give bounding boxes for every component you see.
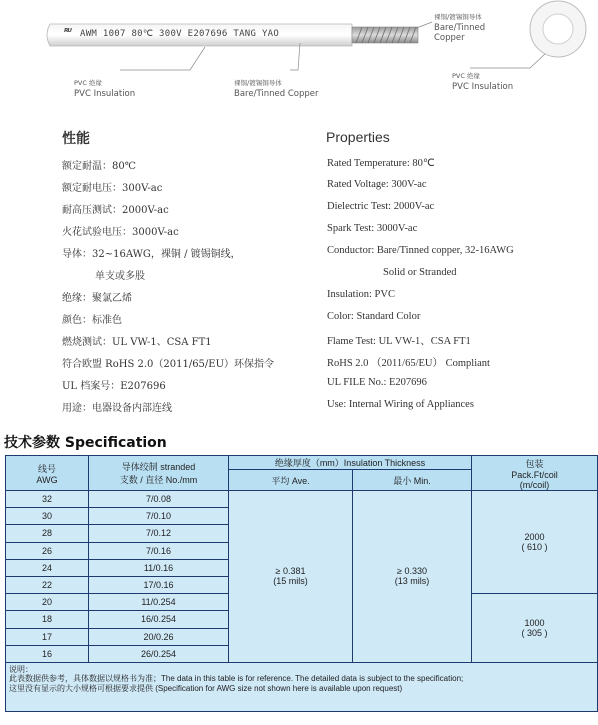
table-row [6,491,598,508]
note-label: 说明： [9,664,33,674]
property-en-insulation: Insulation: PVC [327,289,395,300]
property-en-conductor: Conductor: Bare/Tinned copper, 32-16AWG [327,245,514,256]
property-en-temperature: Rated Temperature: 80℃ [327,158,435,169]
property-en-spark: Spark Test: 3000V-ac [327,223,418,234]
property-en-voltage: Rated Voltage: 300V-ac [327,179,427,190]
insulation-label-en-left: PVC Insulation [74,89,136,99]
property-en-rohs: RoHS 2.0 （2011/65/EU） Compliant [327,358,490,369]
spec-title: 技术参数 Specification [4,435,167,451]
header-pack-en-2: (m/coil) [519,479,550,490]
header-pack-cn: 包装 [525,458,544,469]
avg-thickness-cell [229,491,353,663]
header-awg-en: AWG [36,474,58,485]
header-min: 最小 Min. [353,470,472,491]
header-awg [6,456,89,491]
insulation-label-cn-right: PVC 绝缘 [452,72,480,80]
pack-large-m: ( 305 ) [521,628,548,638]
strand-cell: 11/0.16 [89,559,229,576]
cable-print-legend: AWM 1007 80℃ 300V E207696 TANG YAO [80,29,280,39]
header-pack-en-1: Pack.Ft/coil [511,469,558,480]
awg-cell: 24 [6,559,89,576]
property-cn-spark: 火花试验电压：3000V-ac [62,227,179,238]
min-thickness-mils: (13 mils) [394,576,430,587]
strand-cell: 11/0.254 [89,594,229,611]
property-en-flame: Flame Test: UL VW-1、CSA FT1 [327,336,471,347]
avg-thickness-mils: (15 mils) [273,576,308,587]
property-cn-insulation: 绝缘：聚氯乙烯 [62,293,132,304]
awg-cell: 26 [6,542,89,559]
table-note [6,662,598,711]
property-cn-dielectric: 耐高压测试：2000V-ac [62,205,169,216]
conductor-label-en-right-1: Bare/Tinned [434,23,486,33]
note-row [6,662,598,711]
pack-large-ft: 1000 [524,618,545,628]
note-line-1: 此表数据供参考，具体数据以规格书为准；The data in this table is for reference. The detailed data is subject to the specification; [9,674,464,684]
cable-diagram [0,0,598,110]
strand-cell: 16/0.254 [89,611,229,628]
avg-thickness-value: ≥ 0.381 [275,566,306,577]
header-insulation: 绝缘厚度（mm）Insulation Thickness [229,456,472,470]
property-en-dielectric: Dielectric Test: 2000V-ac [327,201,435,212]
property-en-ul-file: UL FILE No.: E207696 [327,377,427,388]
property-cn-conductor-2: 单支或多股 [95,271,145,282]
awg-cell: 18 [6,611,89,628]
property-cn-color: 颜色：标准色 [62,315,122,326]
property-cn-ul-file: UL 档案号：E207696 [62,381,166,392]
header-pack [472,456,598,491]
strand-cell: 17/0.16 [89,576,229,593]
property-en-use: Use: Internal Wiring of Appliances [327,399,474,410]
header-avg: 平均 Ave. [229,470,353,491]
properties-heading-cn: 性能 [62,131,90,147]
ul-logo: ᴿᵁ [64,28,71,38]
strand-cell: 7/0.16 [89,542,229,559]
strand-cell: 26/0.254 [89,645,229,662]
insulation-label-en-right: PVC Insulation [452,82,514,92]
awg-cell: 22 [6,576,89,593]
header-stranded-2: 支数 / 直径 No./mm [119,475,198,485]
conductor-label-en-mid: Bare/Tinned Copper [234,89,319,99]
property-cn-temperature: 额定耐温：80℃ [62,161,136,172]
min-thickness-value: ≥ 0.330 [397,566,427,577]
conductor-label-en-right-2: Copper [434,33,465,43]
strand-cell: 7/0.08 [89,491,229,508]
awg-cell: 16 [6,645,89,662]
note-line-2: 这里没有显示的大小规格可根据要求提供 (Specification for AWG size not shown here is available upon request) [9,683,403,693]
property-cn-voltage: 额定耐电压：300V-ac [62,183,163,194]
property-en-color: Color: Standard Color [327,311,421,322]
min-thickness-cell [353,491,472,663]
properties-heading-en: Properties [326,129,390,145]
strand-cell: 7/0.10 [89,508,229,525]
strand-cell: 7/0.12 [89,525,229,542]
pack-cell-large [472,594,598,663]
insulation-label-cn-left: PVC 绝缘 [74,79,102,87]
pack-small-m: ( 610 ) [521,542,548,553]
property-cn-flame: 燃烧测试：UL VW-1、CSA FT1 [62,337,212,348]
awg-cell: 28 [6,525,89,542]
header-stranded [89,456,229,491]
pack-small-ft: 2000 [524,532,545,543]
property-cn-rohs: 符合欧盟 RoHS 2.0（2011/65/EU）环保指令 [62,359,275,370]
conductor-label-cn-right: 裸铜/镀锡铜导体 [434,13,482,21]
header-awg-cn: 线号 [37,463,56,474]
awg-cell: 30 [6,508,89,525]
pack-cell-small [472,491,598,594]
conductor-label-cn-mid: 裸铜/镀锡铜导体 [234,79,282,87]
property-en-conductor-2: Solid or Stranded [383,267,457,278]
header-stranded-1: 导体绞制 stranded [121,462,196,472]
awg-cell: 32 [6,491,89,508]
strand-cell: 20/0.26 [89,628,229,645]
spec-table [5,455,598,712]
awg-cell: 20 [6,594,89,611]
property-cn-conductor: 导体：32~16AWG，裸铜 / 镀锡铜线， [62,249,241,260]
awg-cell: 17 [6,628,89,645]
property-cn-use: 用途：电器设备内部连线 [62,403,172,414]
